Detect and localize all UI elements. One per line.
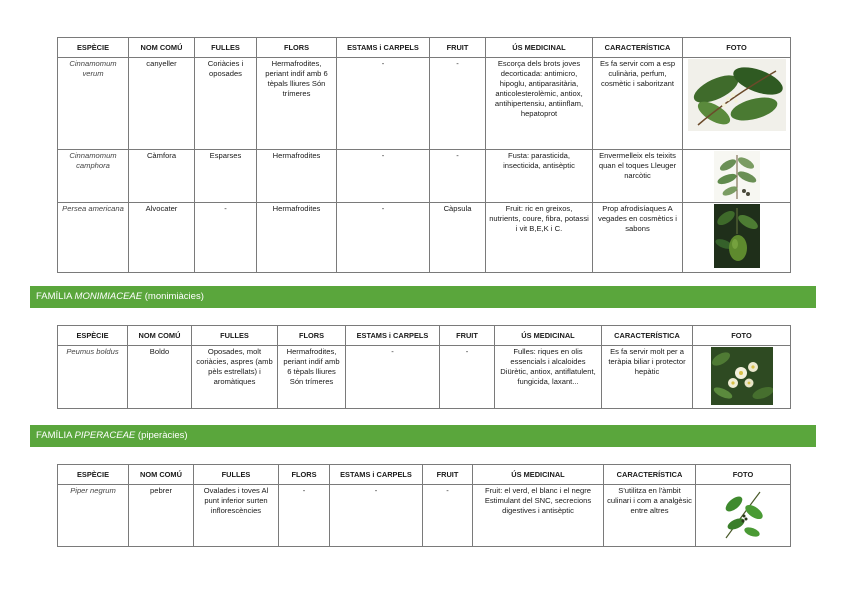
banner-family: MONIMIACEAE: [74, 291, 143, 302]
characteristic-cell: Es fa servir molt per a teràpia biliar i protector hepàtic: [602, 346, 693, 409]
banner-prefix: FAMÍLIA: [36, 291, 75, 302]
header-stamens-carpels: ESTAMS i CARPELS: [346, 326, 440, 346]
species-name: Cinnamomum camphora: [58, 150, 129, 203]
fruit-cell: -: [423, 485, 473, 547]
species-table-monimiaceae: [57, 325, 791, 409]
header-photo: FOTO: [696, 465, 791, 485]
header-flowers: FLORS: [278, 326, 346, 346]
banner-prefix: FAMÍLIA: [36, 430, 75, 441]
leaves-cell: Ovalades i toves Al punt inferior surten inflorescències: [194, 485, 279, 547]
header-medicinal-use: ÚS MEDICINAL: [473, 465, 604, 485]
medicinal-cell: Fruit: ric en greixos, nutrients, coure, fibra, potassi i vit B,E,K i C.: [486, 203, 593, 273]
table-header-row: [58, 38, 791, 58]
fruit-cell: -: [430, 58, 486, 150]
characteristic-cell: Envermelleix els teixits quan el toques Lleuger narcòtic: [593, 150, 683, 203]
boldo-flowers-photo: [711, 347, 773, 405]
characteristic-cell: Es fa servir com a esp culinària, perfum, cosmètic i saboritzant: [593, 58, 683, 150]
header-characteristic: CARACTERÍSTICA: [602, 326, 693, 346]
header-species: ESPÈCIE: [58, 465, 129, 485]
medicinal-cell: Fruit: el verd, el blanc i el negre Estimulant del SNC, secrecions digestives i antisèptic: [473, 485, 604, 547]
banner-suffix: (piperàcies): [135, 430, 188, 441]
flowers-cell: Hermafrodites: [257, 150, 337, 203]
stamens-cell: -: [337, 150, 430, 203]
photo-cell: [696, 485, 791, 547]
table-row: [58, 150, 791, 203]
flowers-cell: -: [279, 485, 330, 547]
camphor-botanical-illustration: [714, 151, 760, 201]
medicinal-cell: Fulles: riques en olis essencials i alcaloides Diürètic, antiox, antiflatulent, fungicida, laxant...: [495, 346, 602, 409]
banner-family: PIPERACEAE: [74, 430, 136, 441]
header-medicinal-use: ÚS MEDICINAL: [495, 326, 602, 346]
header-leaves: FULLES: [194, 465, 279, 485]
family-banner-piperaceae: [30, 425, 816, 447]
table-header-row: [58, 326, 791, 346]
species-table-lauraceae: [57, 37, 791, 273]
fruit-cell: Càpsula: [430, 203, 486, 273]
species-table-piperaceae: [57, 464, 791, 547]
leaves-cell: -: [195, 203, 257, 273]
header-photo: FOTO: [683, 38, 791, 58]
family-banner-monimiaceae: [30, 286, 816, 308]
header-common-name: NOM COMÚ: [128, 326, 192, 346]
stamens-cell: -: [337, 58, 430, 150]
header-species: ESPÈCIE: [58, 38, 129, 58]
photo-cell: [683, 58, 791, 150]
header-stamens-carpels: ESTAMS i CARPELS: [337, 38, 430, 58]
flowers-cell: Hermafrodites, periant indif amb 6 tèpals lliures Són trímeres: [257, 58, 337, 150]
leaves-cell: Esparses: [195, 150, 257, 203]
stamens-cell: -: [346, 346, 440, 409]
header-medicinal-use: ÚS MEDICINAL: [486, 38, 593, 58]
header-fruit: FRUIT: [423, 465, 473, 485]
table-row: [58, 485, 791, 547]
characteristic-cell: S'utilitza en l'àmbit culinari i com a analgèsic entre altres: [604, 485, 696, 547]
common-name: Alvocater: [129, 203, 195, 273]
header-flowers: FLORS: [257, 38, 337, 58]
species-name: Peumus boldus: [58, 346, 128, 409]
photo-cell: [683, 150, 791, 203]
header-leaves: FULLES: [195, 38, 257, 58]
header-species: ESPÈCIE: [58, 326, 128, 346]
table-row: [58, 346, 791, 409]
header-photo: FOTO: [693, 326, 791, 346]
header-leaves: FULLES: [192, 326, 278, 346]
header-characteristic: CARACTERÍSTICA: [604, 465, 696, 485]
table-row: [58, 58, 791, 150]
leaves-cell: Oposades, molt coriàcies, aspres (amb pèls estrellats) i aromàtiques: [192, 346, 278, 409]
avocado-photo: [714, 204, 760, 268]
common-name: pebrer: [129, 485, 194, 547]
header-fruit: FRUIT: [430, 38, 486, 58]
photo-cell: [693, 346, 791, 409]
fruit-cell: -: [440, 346, 495, 409]
fruit-cell: -: [430, 150, 486, 203]
leaves-cell: Coriàcies i oposades: [195, 58, 257, 150]
flowers-cell: Hermafrodites: [257, 203, 337, 273]
characteristic-cell: Prop afrodisíaques A vegades en cosmètics i sabons: [593, 203, 683, 273]
medicinal-cell: Fusta: parasticida, insecticida, antisèptic: [486, 150, 593, 203]
flowers-cell: Hermafrodites, periant indif amb 6 tèpals lliures Són trímeres: [278, 346, 346, 409]
pepper-plant-illustration: [720, 486, 766, 542]
header-fruit: FRUIT: [440, 326, 495, 346]
header-characteristic: CARACTERÍSTICA: [593, 38, 683, 58]
species-name: Cinnamomum verum: [58, 58, 129, 150]
banner-suffix: (monimiàcies): [142, 291, 204, 302]
header-common-name: NOM COMÚ: [129, 465, 194, 485]
stamens-cell: -: [337, 203, 430, 273]
medicinal-cell: Escorça dels brots joves decorticada: antimicro, hipoglu, antiparasitària, anticolesterolèmic, antiox, antihipertensiu, antiinflam, hepatoprot: [486, 58, 593, 150]
common-name: Boldo: [128, 346, 192, 409]
species-name: Piper negrum: [58, 485, 129, 547]
common-name: canyeller: [129, 58, 195, 150]
photo-cell: [683, 203, 791, 273]
common-name: Càmfora: [129, 150, 195, 203]
header-flowers: FLORS: [279, 465, 330, 485]
table-header-row: [58, 465, 791, 485]
stamens-cell: -: [330, 485, 423, 547]
header-stamens-carpels: ESTAMS i CARPELS: [330, 465, 423, 485]
cinnamon-leaves-photo: [688, 59, 786, 131]
species-name: Persea americana: [58, 203, 129, 273]
header-common-name: NOM COMÚ: [129, 38, 195, 58]
table-row: [58, 203, 791, 273]
